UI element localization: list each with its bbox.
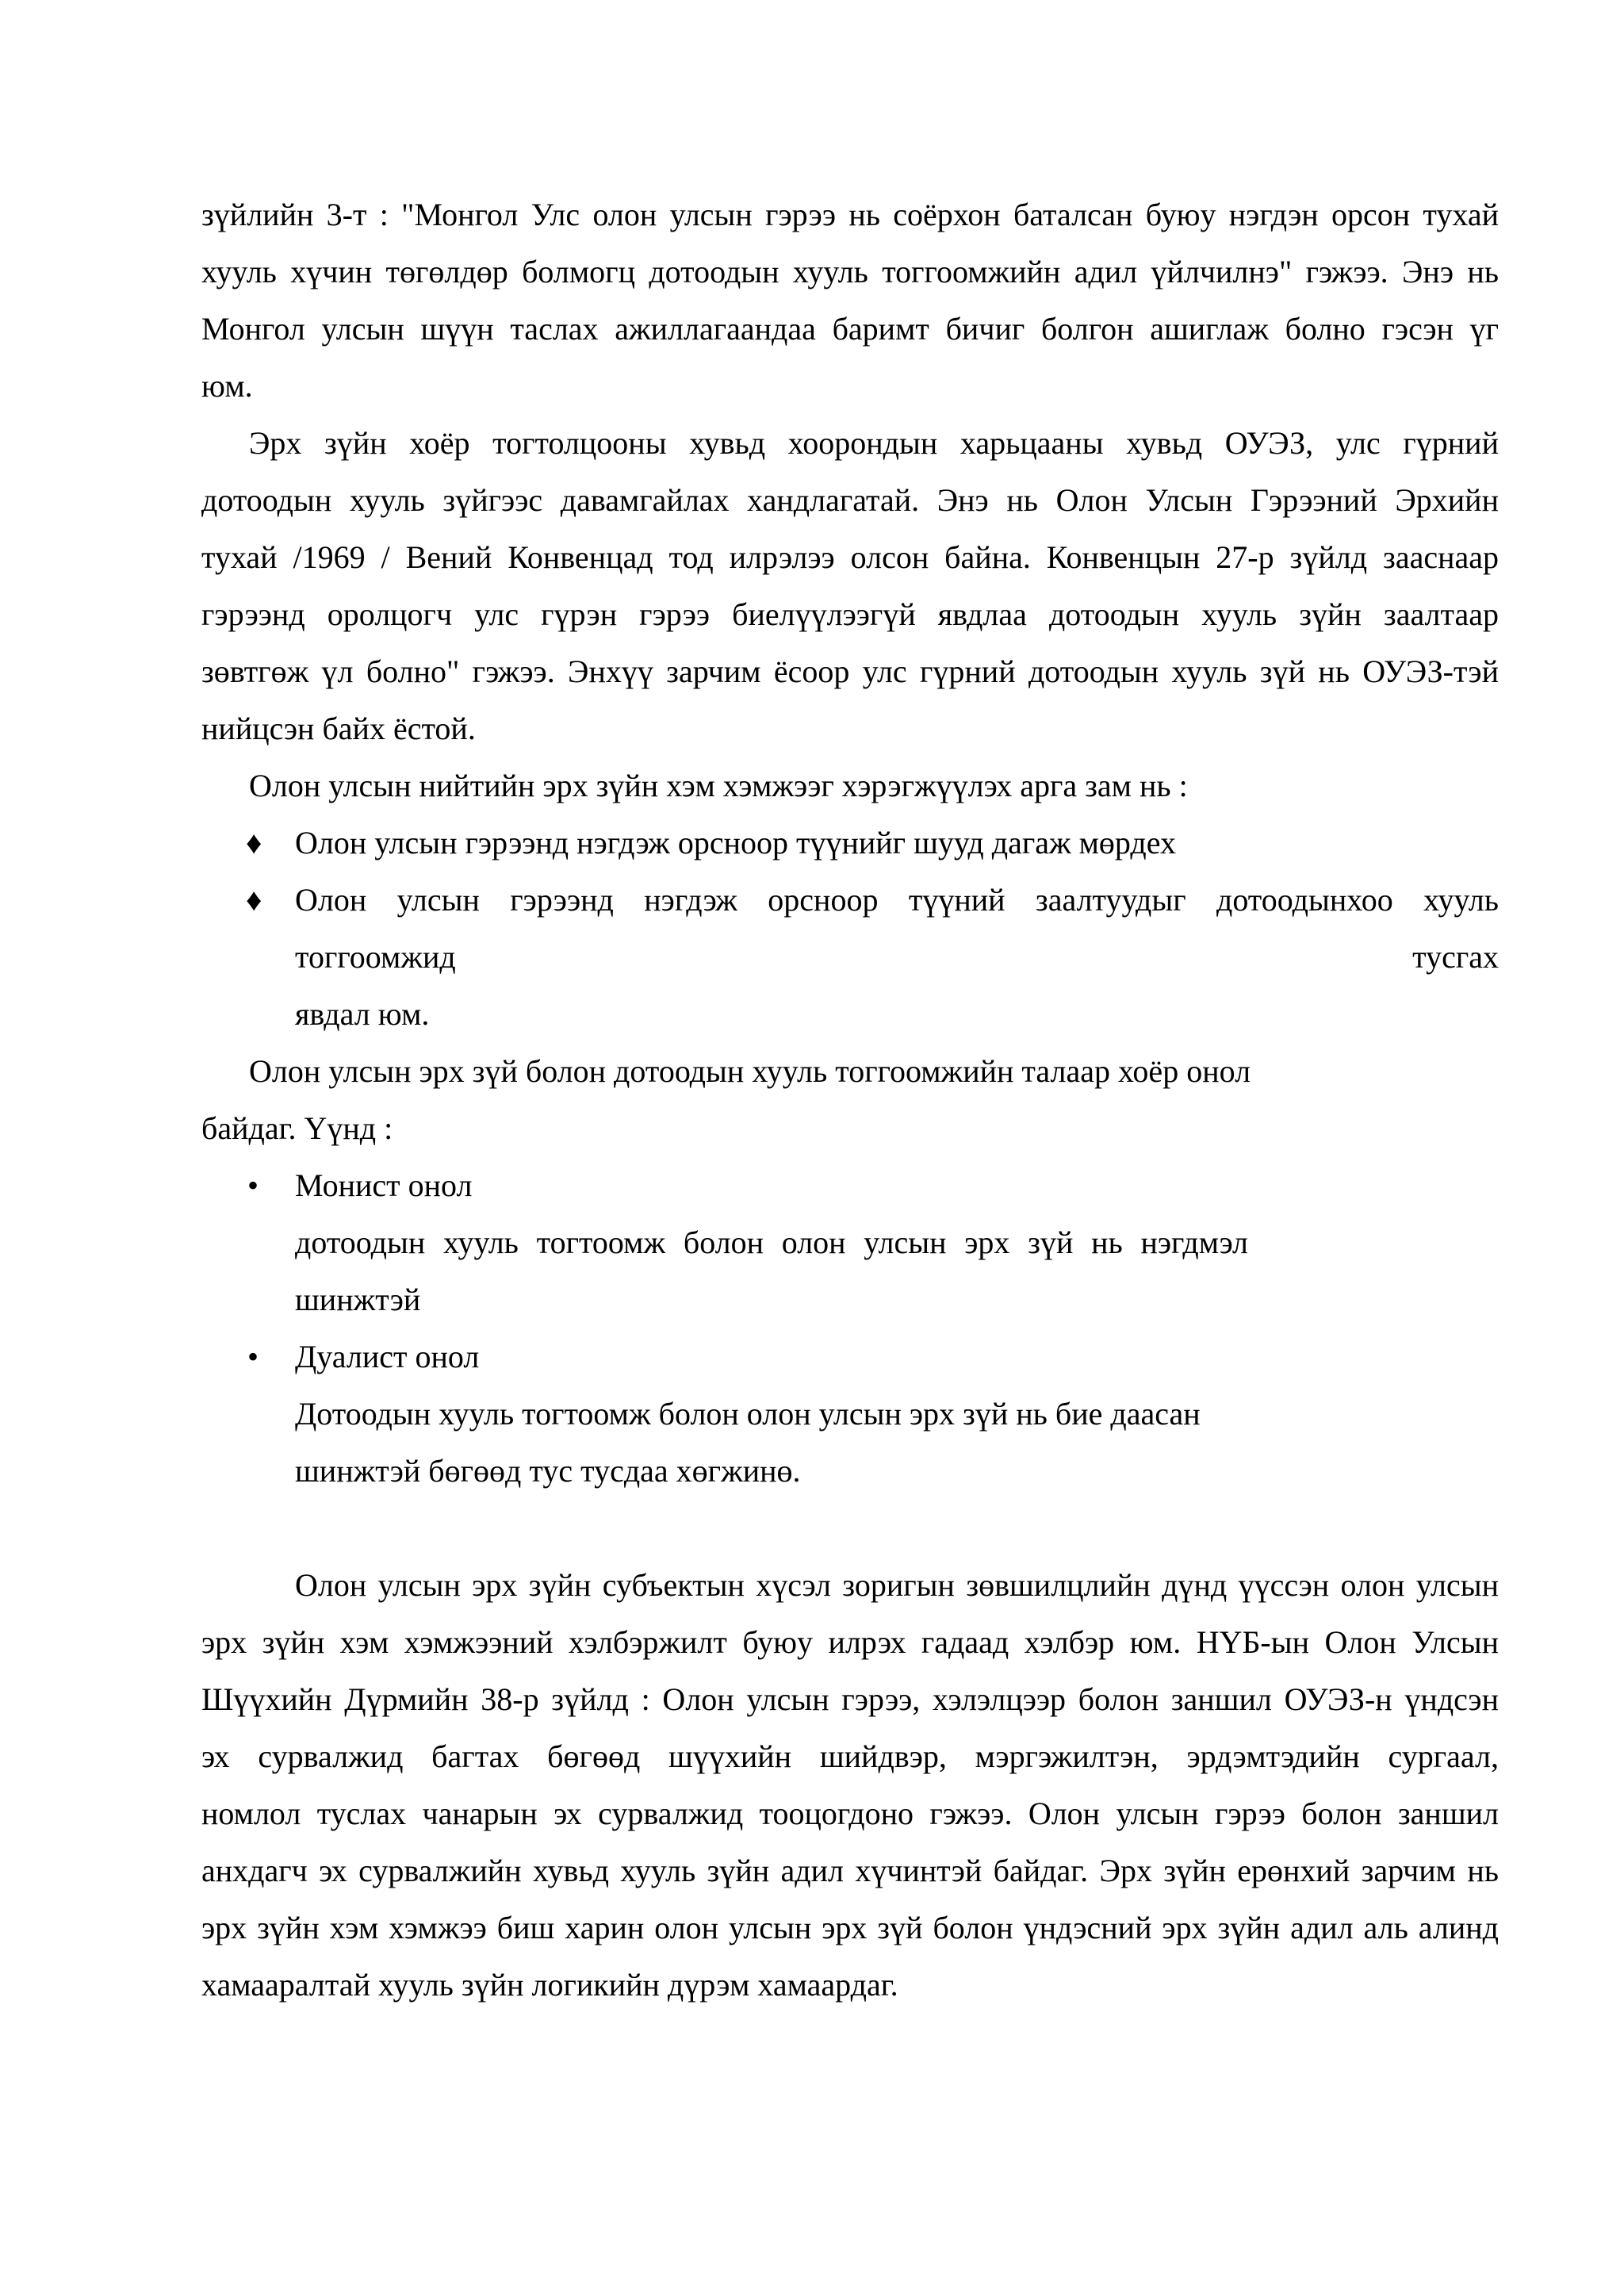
paragraph2-line-5: зөвтгөж үл болно" гэжээ. Энхүү зарчим ёсоор улс гүрний дотоодын хууль зүй нь ОУЭЗ-тэй (201, 654, 1499, 689)
paragraph3-intro: Олон улсын нийтийн эрх зүйн хэм хэмжээг хэрэгжүүлэх арга зам нь : (249, 768, 1188, 803)
paragraph5-line-2: эрх зүйн хэм хэмжээний хэлбэржилт буюу илрэх гадаад хэлбэр юм. НҮБ-ын Олон Улсын (201, 1624, 1499, 1660)
paragraph2-line-6: нийцсэн байх ёстой. (201, 711, 476, 746)
paragraph4-item-1-line-2: шинжтэй (295, 1282, 421, 1317)
paragraph3-item-2-line-2: тоггоомжид тусгах (295, 939, 1499, 975)
paragraph5-line-1: Олон улсын эрх зүйн субъектын хүсэл зоригын зөвшилцлийн дүнд үүссэн олон улсын (295, 1567, 1499, 1603)
paragraph1-line-3: Монгол улсын шүүн таслах ажиллагаандаа баримт бичиг болгон ашиглаж болно гэсэн үг (201, 311, 1499, 347)
paragraph5-line-7: эрх зүйн хэм хэмжээ биш харин олон улсын эрх зүй болон үндэсний эрх зүйн адил аль алинд (201, 1910, 1499, 1945)
paragraph3-item-1-line-1: Олон улсын гэрээнд нэгдэж орсноор түүнийг шууд дагаж мөрдех (295, 825, 1176, 861)
paragraph4-item-1-line-1: дотоодын хууль тогтоомж болон олон улсын эрх зүй нь нэгдмэл (295, 1225, 1248, 1260)
paragraph1-line-1: зүйлийн 3-т : "Монгол Улс олон улсын гэрээ нь соёрхон баталсан буюу нэгдэн орсон тухай (201, 197, 1499, 232)
diamond-bullet-icon: ♦ (246, 825, 262, 861)
paragraph2-line-1: Эрх зүйн хоёр тогтолцооны хувьд хоорондын харьцааны хувьд ОУЭЗ, улс гүрний (249, 425, 1499, 461)
paragraph2-line-3: тухай /1969 / Вений Конвенцад тод илрэлээ олсон байна. Конвенцын 27-р зүйлд зааснаар (201, 539, 1499, 575)
diamond-bullet-icon: ♦ (246, 882, 262, 918)
paragraph5-line-4: эх сурвалжид багтах бөгөөд шүүхийн шийдвэр, мэргэжилтэн, эрдэмтэдийн сургаал, (201, 1738, 1499, 1774)
paragraph2-line-2: дотоодын хууль зүйгээс давамгайлах хандлагатай. Энэ нь Олон Улсын Гэрээний Эрхийн (201, 482, 1499, 518)
paragraph5-line-6: анхдагч эх сурвалжийн хувьд хууль зүйн адил хүчинтэй байдаг. Эрх зүйн ерөнхий зарчим нь (201, 1853, 1499, 1888)
paragraph3-item-2-line-3: явдал юм. (295, 996, 430, 1032)
paragraph4-item-1-title: Монист онол (295, 1167, 473, 1203)
paragraph4-line-2: байдаг. Үүнд : (201, 1110, 393, 1146)
paragraph1-line-4: юм. (201, 368, 253, 404)
paragraph5-line-8: хамааралтай хууль зүйн логикийн дүрэм хамаардаг. (201, 1967, 898, 2003)
round-bullet-icon: • (247, 1339, 259, 1374)
paragraph5-line-3: Шүүхийн Дүрмийн 38-р зүйлд : Олон улсын гэрээ, хэлэлцээр болон заншил ОУЭЗ-н үндсэн (201, 1681, 1499, 1717)
paragraph4-item-2-title: Дуалист онол (295, 1339, 480, 1374)
paragraph4-item-2-line-2: шинжтэй бөгөөд тус тусдаа хөгжинө. (295, 1453, 801, 1489)
paragraph1-line-2: хууль хүчин төгөлдөр болмогц дотоодын хууль тоггоомжийн адил үйлчилнэ" гэжээ. Энэ нь (201, 254, 1499, 289)
paragraph5-line-5: номлол туслах чанарын эх сурвалжид тооцогдоно гэжээ. Олон улсын гэрээ болон заншил (201, 1796, 1499, 1831)
paragraph4-item-2-line-1: Дотоодын хууль тогтоомж болон олон улсын эрх зүй нь бие даасан (295, 1396, 1201, 1432)
round-bullet-icon: • (247, 1167, 259, 1203)
paragraph2-line-4: гэрээнд оролцогч улс гүрэн гэрээ биелүүлээгүй явдлаа дотоодын хууль зүйн заалтаар (201, 596, 1499, 632)
paragraph3-item-2-line-1: Олон улсын гэрээнд нэгдэж орсноор түүний заалтуудыг дотоодынхоо хууль (295, 882, 1499, 918)
paragraph4-line-1: Олон улсын эрх зүй болон дотоодын хууль тоггоомжийн талаар хоёр онол (249, 1053, 1251, 1089)
